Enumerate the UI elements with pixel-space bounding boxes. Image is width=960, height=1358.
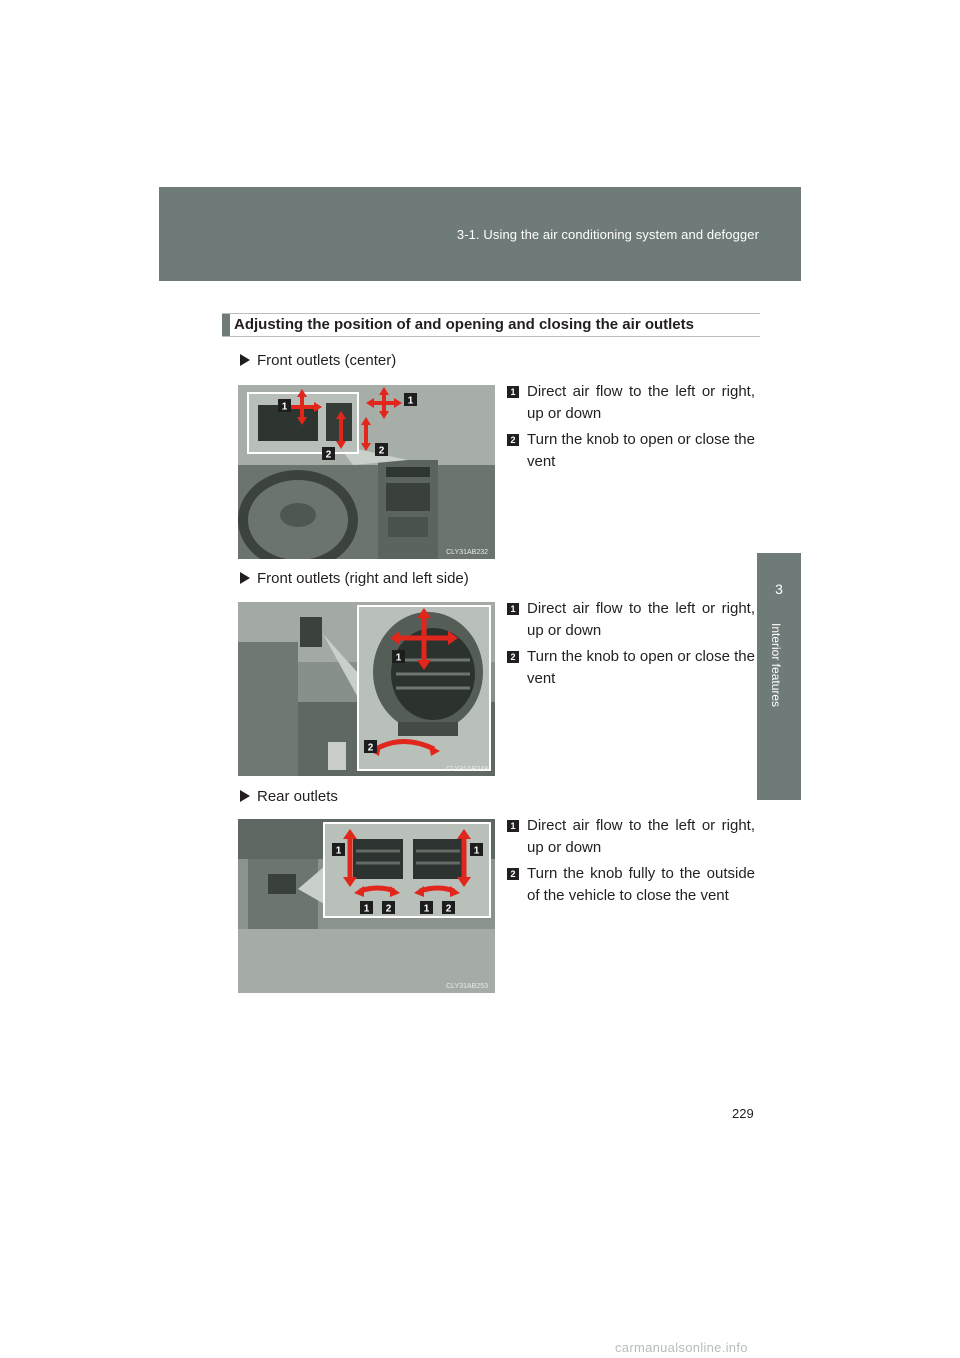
image-code: CLY31AB248 bbox=[446, 766, 488, 773]
chapter-side-tab[interactable] bbox=[757, 553, 801, 800]
callout-label: 1 bbox=[363, 903, 370, 915]
callout-label: 1 bbox=[407, 395, 414, 407]
callout-label: 2 bbox=[378, 445, 385, 457]
callout-label: 2 bbox=[325, 449, 332, 461]
chapter-number: 3 bbox=[775, 581, 783, 597]
callout-label: 2 bbox=[385, 903, 392, 915]
section-heading bbox=[222, 313, 760, 337]
callout-label: 1 bbox=[473, 845, 480, 857]
chapter-label: Interior features bbox=[769, 623, 783, 708]
subsection-title-front-center: Front outlets (center) bbox=[240, 352, 396, 369]
subsection-title-front-sides: Front outlets (right and left side) bbox=[240, 570, 469, 587]
item-front-center-2 bbox=[507, 429, 755, 473]
number-badge: 1 bbox=[507, 820, 519, 832]
callout-label: 2 bbox=[445, 903, 452, 915]
item-text: Turn the knob fully to the outside of the vehicle to close the vent bbox=[527, 865, 755, 904]
item-text: Turn the knob to open or close the vent bbox=[527, 431, 755, 470]
item-front-center-1 bbox=[507, 381, 755, 425]
header-band bbox=[159, 187, 801, 281]
callout-label: 1 bbox=[335, 845, 342, 857]
item-rear-2 bbox=[507, 863, 755, 907]
number-badge: 2 bbox=[507, 434, 519, 446]
item-text: Direct air flow to the left or right, up or down bbox=[527, 817, 755, 856]
image-code: CLY31AB232 bbox=[446, 549, 488, 556]
watermark-link[interactable]: carmanualsonline.info bbox=[615, 1340, 748, 1355]
callout-label: 2 bbox=[367, 742, 374, 754]
header-title: 3-1. Using the air conditioning system and defogger bbox=[456, 227, 759, 242]
section-heading-bar bbox=[222, 314, 230, 336]
number-badge: 1 bbox=[507, 603, 519, 615]
triangle-bullet-icon bbox=[240, 790, 250, 802]
item-front-side-2 bbox=[507, 646, 755, 690]
number-badge: 2 bbox=[507, 651, 519, 663]
triangle-bullet-icon bbox=[240, 354, 250, 366]
item-front-side-1 bbox=[507, 598, 755, 642]
triangle-bullet-icon bbox=[240, 572, 250, 584]
page-number: 229 bbox=[732, 1106, 754, 1121]
number-badge: 2 bbox=[507, 868, 519, 880]
section-heading-text: Adjusting the position of and opening and closing the air outlets bbox=[234, 316, 694, 333]
image-code: CLY31AB253 bbox=[446, 983, 488, 990]
item-rear-1 bbox=[507, 815, 755, 859]
photo-front-center-outlets bbox=[238, 385, 495, 559]
item-text: Direct air flow to the left or right, up or down bbox=[527, 600, 755, 639]
photo-rear-outlets bbox=[238, 819, 495, 993]
item-text: Turn the knob to open or close the vent bbox=[527, 648, 755, 687]
subsection-title-rear: Rear outlets bbox=[240, 788, 338, 805]
callout-label: 1 bbox=[395, 652, 402, 664]
callout-label: 1 bbox=[423, 903, 430, 915]
item-text: Direct air flow to the left or right, up or down bbox=[527, 383, 755, 422]
callout-label: 1 bbox=[281, 401, 288, 413]
photo-front-side-outlets bbox=[238, 602, 495, 776]
number-badge: 1 bbox=[507, 386, 519, 398]
